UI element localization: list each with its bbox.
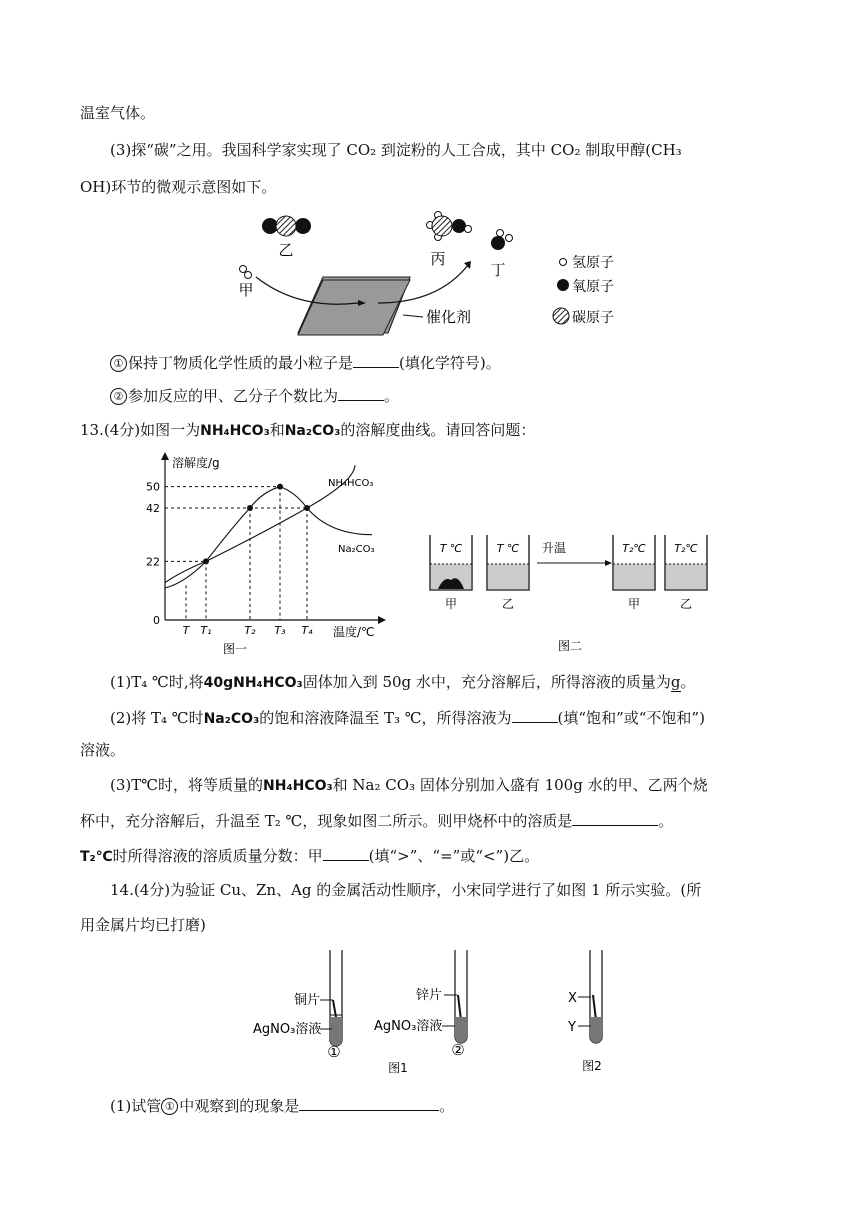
formula: T₂℃ bbox=[80, 849, 113, 865]
question-text: 的饱和溶液降温至 T₃ ℃，所得溶液为 bbox=[259, 709, 512, 727]
beaker-temp-label: T ℃ bbox=[439, 542, 463, 555]
question-1 bbox=[110, 352, 800, 373]
question-14 bbox=[110, 880, 800, 900]
question-text: 杯中，充分溶解后，升温至 T₂ ℃，现象如图二所示。则甲烧杯中的溶质是 bbox=[80, 812, 573, 830]
question-tail: 。 bbox=[384, 387, 400, 405]
chart-caption: 图一 bbox=[222, 642, 248, 656]
carbon-atom-icon bbox=[553, 308, 569, 324]
x-label: X bbox=[568, 991, 577, 1006]
answer-blank[interactable]: g bbox=[670, 673, 681, 691]
fig3-caption-2: 图2 bbox=[582, 1059, 602, 1073]
question-text: 和 Na₂ CO₃ 固体分别加入盛有 100g 水的甲、乙两个烧 bbox=[332, 776, 708, 794]
tube-number-1: ① bbox=[327, 1043, 341, 1061]
text-line bbox=[80, 740, 800, 760]
agno3-label-1: AgNO₃溶液 bbox=[253, 1022, 322, 1037]
series-label: Na₂CO₃ bbox=[338, 544, 375, 555]
question-14-1 bbox=[110, 1095, 800, 1116]
catalyst-pointer bbox=[403, 315, 423, 317]
beaker-figure bbox=[425, 530, 715, 655]
answer-blank[interactable] bbox=[323, 845, 369, 861]
methanol-molecule-icon bbox=[427, 212, 472, 241]
circled-number: ① bbox=[161, 1098, 178, 1115]
h2-molecule-icon bbox=[240, 266, 252, 279]
question-2 bbox=[110, 385, 800, 406]
beaker-name-label: 乙 bbox=[501, 597, 515, 611]
question-text: 13.(4分)如图一为 bbox=[80, 421, 201, 439]
line-text: OH)环节的微观示意图如下。 bbox=[80, 178, 277, 196]
x-tick-label: T₃ bbox=[274, 624, 286, 637]
fig3-caption-1: 图1 bbox=[388, 1061, 408, 1075]
text-line bbox=[80, 103, 800, 123]
y-tick-label: 50 bbox=[146, 480, 160, 494]
beaker-name-label: 甲 bbox=[444, 597, 458, 611]
question-text: (1)T₄ ℃时,将 bbox=[110, 673, 204, 691]
solution bbox=[488, 564, 528, 589]
text-line bbox=[80, 845, 800, 867]
text-line bbox=[110, 140, 800, 160]
legend-hydrogen: 氢原子 bbox=[572, 255, 614, 271]
question-text: (1)试管 bbox=[110, 1097, 162, 1115]
line-text: 用金属片均已打磨) bbox=[80, 916, 206, 934]
y-tick-label: 0 bbox=[153, 614, 160, 627]
x-tick-label: T₄ bbox=[301, 624, 313, 637]
question-tail: 。 bbox=[439, 1097, 455, 1115]
question-text: (填“>”、“=”或“<”)乙。 bbox=[368, 847, 540, 865]
reaction-micro-diagram bbox=[228, 205, 638, 340]
circled-number: ② bbox=[110, 388, 127, 405]
answer-blank[interactable] bbox=[512, 707, 558, 723]
legend-oxygen: 氧原子 bbox=[572, 279, 614, 295]
series-na2co3 bbox=[165, 487, 375, 588]
text-line bbox=[80, 810, 800, 831]
data-point bbox=[277, 484, 283, 490]
question-text: (填“饱和”或“不饱和”) bbox=[557, 709, 705, 727]
question-text: 中观察到的现象是 bbox=[179, 1097, 300, 1115]
water-molecule-icon bbox=[491, 230, 513, 251]
solution bbox=[614, 564, 654, 589]
question-text: 保持丁物质化学性质的最小粒子是 bbox=[128, 354, 354, 372]
solution bbox=[666, 564, 706, 589]
answer-blank[interactable] bbox=[338, 385, 384, 401]
y-axis-arrow bbox=[161, 452, 169, 460]
question-13-2 bbox=[110, 707, 800, 729]
answer-blank[interactable] bbox=[572, 810, 658, 826]
zinc-label: 锌片 bbox=[416, 988, 443, 1003]
test-tube-1 bbox=[330, 950, 342, 1046]
question-text: 固体加入到 50g 水中，充分溶解后，所得溶液的质量为 bbox=[302, 673, 671, 691]
x-axis-label: 温度/℃ bbox=[333, 625, 375, 639]
co2-molecule-icon bbox=[262, 216, 311, 236]
text-line bbox=[80, 915, 800, 935]
label-yi: 乙 bbox=[278, 241, 294, 259]
tube-number-2: ② bbox=[451, 1041, 465, 1059]
test-tube-figure bbox=[248, 945, 628, 1080]
question-text: 参加反应的甲、乙分子个数比为 bbox=[128, 387, 339, 405]
circled-number: ① bbox=[110, 355, 127, 372]
heat-arrow-head bbox=[605, 560, 612, 566]
x-tick-label: T bbox=[182, 624, 190, 637]
label-catalyst: 催化剂 bbox=[426, 308, 472, 326]
beaker-name-label: 甲 bbox=[627, 597, 641, 611]
formula: Na₂CO₃ bbox=[284, 423, 341, 439]
copper-label: 铜片 bbox=[294, 993, 321, 1008]
y-tick-label: 42 bbox=[146, 502, 160, 515]
fig2-caption: 图二 bbox=[557, 639, 583, 653]
beaker-name-label: 乙 bbox=[679, 597, 693, 611]
label-bing: 丙 bbox=[430, 250, 446, 268]
question-text: 时所得溶液的溶质质量分数：甲 bbox=[112, 847, 323, 865]
x-axis-arrow bbox=[378, 616, 386, 624]
data-point bbox=[203, 558, 209, 564]
formula: 40gNH₄HCO₃ bbox=[203, 675, 303, 691]
hydrogen-atom-icon bbox=[560, 259, 567, 266]
x-tick-label: T₂ bbox=[244, 624, 256, 637]
legend-carbon: 碳原子 bbox=[572, 310, 614, 326]
question-tail: 。 bbox=[680, 673, 696, 691]
solubility-chart bbox=[146, 450, 410, 660]
test-tube-2 bbox=[455, 950, 467, 1043]
data-point bbox=[247, 505, 253, 511]
formula: NH₄HCO₃ bbox=[263, 778, 333, 794]
agno3-label-2: AgNO₃溶液 bbox=[374, 1019, 443, 1034]
series-label: NH₄HCO₃ bbox=[328, 478, 374, 489]
question-13 bbox=[80, 420, 800, 441]
line-text: 溶液。 bbox=[80, 741, 126, 759]
line-text: 14.(4分)为验证 Cu、Zn、Ag 的金属活动性顺序，小宋同学进行了如图 1 所示实验。(所 bbox=[110, 881, 702, 899]
question-text: 和 bbox=[269, 421, 285, 439]
y-tick-label: 22 bbox=[146, 555, 160, 569]
question-tail: (填化学符号)。 bbox=[399, 354, 501, 372]
y-label: Y bbox=[568, 1020, 576, 1035]
catalyst-surface bbox=[298, 280, 410, 335]
question-text: (2)将 T₄ ℃时 bbox=[110, 709, 204, 727]
label-jia: 甲 bbox=[238, 281, 254, 299]
oxygen-atom-icon bbox=[557, 279, 569, 291]
question-13-1 bbox=[110, 672, 800, 693]
question-13-3 bbox=[110, 775, 800, 796]
y-axis-label: 溶解度/g bbox=[172, 456, 220, 470]
beaker-temp-label: T₂℃ bbox=[622, 542, 646, 555]
data-point bbox=[304, 505, 310, 511]
label-ding: 丁 bbox=[490, 261, 506, 279]
question-text: 的溶解度曲线。请回答问题： bbox=[340, 421, 536, 439]
test-tube-3 bbox=[590, 950, 602, 1043]
question-tail: 。 bbox=[658, 812, 674, 830]
heat-label: 升温 bbox=[542, 541, 567, 555]
answer-blank[interactable] bbox=[353, 352, 399, 368]
question-text: (3)T℃时，将等质量的 bbox=[110, 776, 264, 794]
x-tick-label: T₁ bbox=[200, 624, 212, 637]
beaker-temp-label: T ℃ bbox=[496, 542, 520, 555]
line-text: (3)探“碳”之用。我国科学家实现了 CO₂ 到淀粉的人工合成，其中 CO₂ 制取甲醇(CH₃ bbox=[110, 141, 682, 159]
formula: Na₂CO₃ bbox=[203, 711, 260, 727]
answer-blank[interactable] bbox=[299, 1095, 439, 1111]
beaker-temp-label: T₂℃ bbox=[674, 542, 698, 555]
text-line bbox=[80, 177, 800, 197]
line-text: 温室气体。 bbox=[80, 104, 156, 122]
formula: NH₄HCO₃ bbox=[200, 423, 270, 439]
